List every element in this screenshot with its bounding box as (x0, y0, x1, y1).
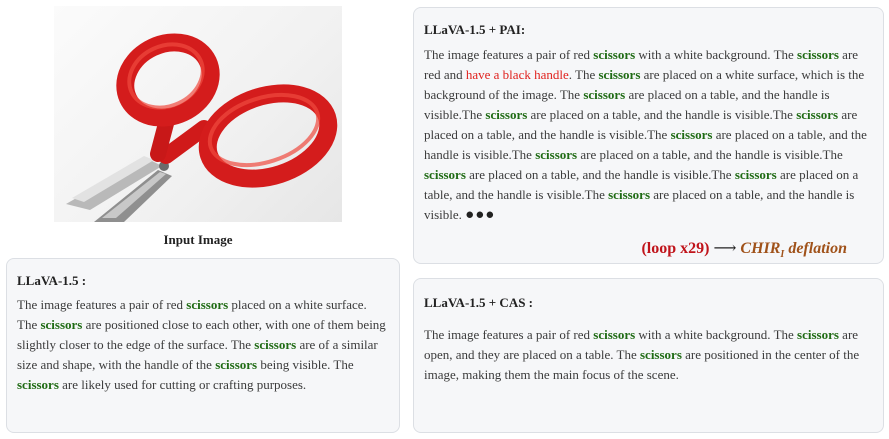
keyword-highlight: scissors (593, 327, 636, 342)
cas-response (424, 325, 873, 385)
hallucination-highlight: have a black handle (465, 67, 569, 82)
keyword-highlight: scissors (670, 127, 713, 142)
baseline-title: LLaVA-1.5 : (17, 273, 87, 288)
chir-metric: CHIR (740, 240, 781, 257)
keyword-highlight: scissors (593, 47, 636, 62)
loop-count-label: (loop x29) (641, 240, 710, 257)
keyword-highlight: scissors (186, 297, 229, 312)
pai-response-text (424, 47, 867, 222)
baseline-response (17, 295, 389, 395)
pai-response (424, 45, 873, 225)
response-text: are likely used for cutting or crafting purposes. (58, 377, 307, 392)
arrow-right-icon: ⟶ (713, 240, 737, 257)
keyword-highlight: scissors (424, 167, 466, 182)
response-text: are placed on a table, and the handle is visible.The (424, 107, 858, 142)
response-text: The image features a pair of red (424, 47, 594, 62)
chir-deflation-text: deflation (784, 240, 847, 257)
cas-title: LLaVA-1.5 + CAS : (424, 295, 534, 310)
response-text: are placed on a table, and the handle is visible.The (424, 87, 830, 122)
response-text: being visible. The (257, 357, 354, 372)
keyword-highlight: scissors (485, 107, 528, 122)
response-text: with a white background. The (635, 327, 798, 342)
chir-subscript: I (780, 249, 785, 261)
response-text: are placed on a white surface, which is the background of the image. The (424, 67, 865, 102)
ellipsis-dots: ●●● (465, 207, 496, 223)
response-text: . The (568, 67, 599, 82)
keyword-highlight: scissors (608, 187, 651, 202)
pai-panel (413, 7, 884, 264)
keyword-highlight: scissors (797, 47, 839, 62)
keyword-highlight: scissors (583, 87, 626, 102)
keyword-highlight: scissors (639, 347, 682, 362)
image-caption: Input Image (163, 232, 233, 247)
cas-panel (413, 278, 884, 433)
chir-label (740, 240, 847, 261)
response-text: are positioned close to each other, with one of them being slightly closer to the edge of the surface. The (17, 317, 386, 352)
keyword-highlight: scissors (17, 377, 59, 392)
keyword-highlight: scissors (598, 67, 641, 82)
keyword-highlight: scissors (40, 317, 83, 332)
response-text: are placed on a table, and the handle is visible.The (465, 167, 735, 182)
response-text: are open, and they are placed on a table. The (424, 327, 859, 362)
keyword-highlight: scissors (797, 327, 839, 342)
loop-annotation (641, 238, 847, 260)
keyword-highlight: scissors (535, 147, 578, 162)
response-text: are placed on a table, and the handle is visible.The (527, 107, 797, 122)
input-image (54, 6, 342, 222)
response-text: are placed on a table, and the handle is visible.The (424, 167, 859, 202)
keyword-highlight: scissors (215, 357, 258, 372)
scissors-illustration (54, 6, 342, 222)
response-text: are placed on a table, and the handle is visible. (424, 187, 855, 222)
response-text: are placed on a table, and the handle is visible.The (577, 147, 843, 162)
response-text: are placed on a table, and the handle is visible.The (424, 127, 867, 162)
response-text: The image features a pair of red (424, 327, 594, 342)
response-text: with a white background. The (635, 47, 798, 62)
response-text: are red and (424, 47, 859, 82)
keyword-highlight: scissors (796, 107, 839, 122)
keyword-highlight: scissors (734, 167, 777, 182)
response-text: The image features a pair of red (17, 297, 187, 312)
response-text: are of a similar size and shape, with the handle of the (17, 337, 378, 372)
pai-title: LLaVA-1.5 + PAI: (424, 22, 526, 37)
baseline-panel (6, 258, 400, 433)
response-text: are positioned in the center of the image, making them the main focus of the scene. (424, 347, 860, 382)
response-text: placed on a white surface. The (17, 297, 367, 332)
keyword-highlight: scissors (254, 337, 297, 352)
